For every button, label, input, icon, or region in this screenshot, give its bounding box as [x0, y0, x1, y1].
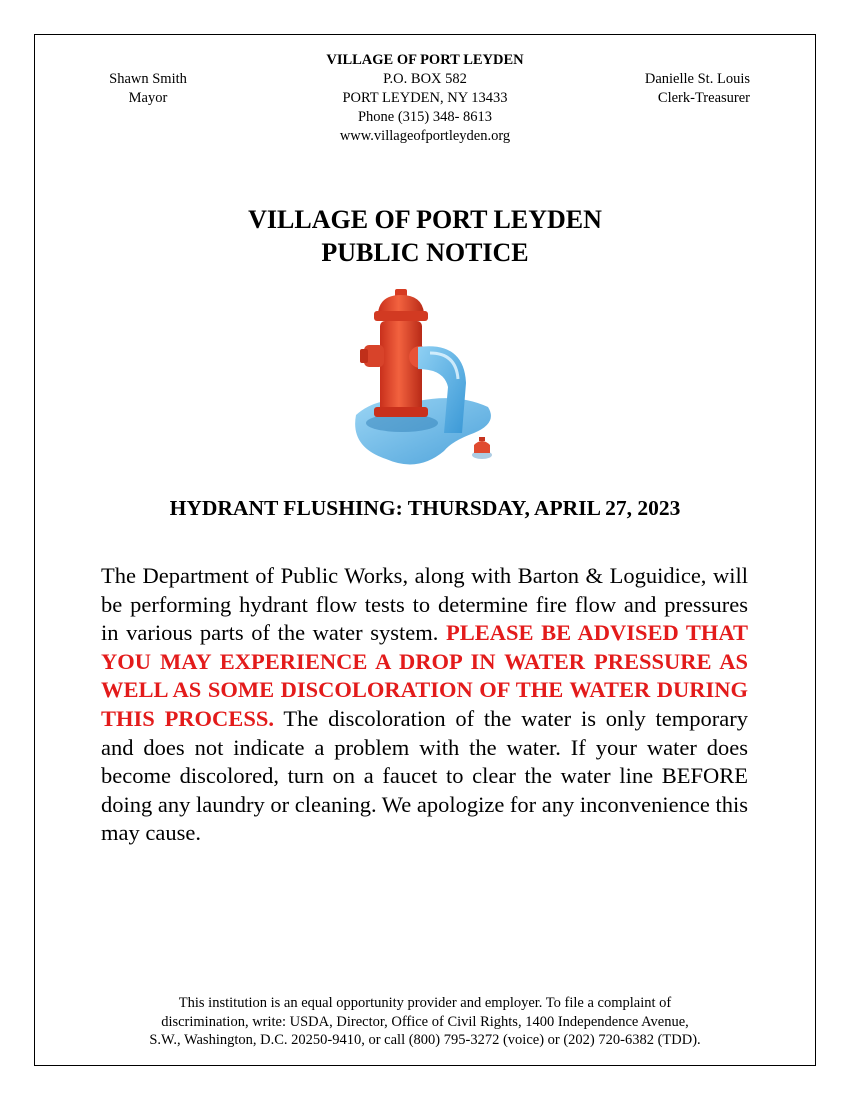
equal-opportunity-footer — [0, 994, 850, 1050]
notice-title — [0, 203, 850, 269]
notice-body — [101, 562, 748, 848]
letterhead — [34, 50, 816, 150]
website: www.villageofportleyden.org — [339, 128, 511, 144]
phone-number: Phone (315) 348- 8613 — [357, 109, 493, 125]
footer-line-3: S.W., Washington, D.C. 20250-9410, or call (800) 795-3272 (voice) or (202) 720-6382 (TDD). — [149, 1032, 701, 1048]
mayor-role: Mayor — [128, 90, 168, 106]
mayor-name: Shawn Smith — [109, 71, 187, 87]
city-state-zip: PORT LEYDEN, NY 13433 — [342, 90, 508, 106]
village-name: VILLAGE OF PORT LEYDEN — [326, 52, 524, 68]
page-border — [34, 34, 816, 1066]
title-line-1: VILLAGE OF PORT LEYDEN — [248, 205, 602, 234]
title-line-2: PUBLIC NOTICE — [321, 238, 529, 267]
footer-line-1: This institution is an equal opportunity provider and employer. To file a complaint of — [178, 995, 672, 1011]
body-intro: The Department of Public Works, along with Barton & Loguidice, will be performing hydrant flow tests to determine fire flow and pressures in various parts of the water system. — [101, 563, 748, 646]
clerk-block — [645, 70, 750, 108]
po-box: P.O. BOX 582 — [383, 71, 467, 87]
body-rest: The discoloration of the water is only temporary and does not indicate a problem with the water. If your water does become discolored, turn on a faucet to clear the water line BEFORE doing any laundry or cleaning. We apologize for any inconvenience this may cause. — [101, 705, 748, 846]
pressure-warning: PLEASE BE ADVISED THAT YOU MAY EXPERIENCE A DROP IN WATER PRESSURE AS WELL AS SOME DISCOLORATION OF THE WATER DURING THIS PROCESS. — [101, 620, 748, 731]
clerk-role: Clerk-Treasurer — [657, 90, 750, 106]
fire-hydrant-flushing-icon — [348, 283, 500, 473]
footer-line-2: discrimination, write: USDA, Director, Office of Civil Rights, 1400 Independence Avenue, — [161, 1013, 689, 1030]
hydrant-flushing-heading: HYDRANT FLUSHING: THURSDAY, APRIL 27, 2023 — [169, 496, 681, 520]
clerk-name: Danielle St. Louis — [644, 71, 750, 87]
